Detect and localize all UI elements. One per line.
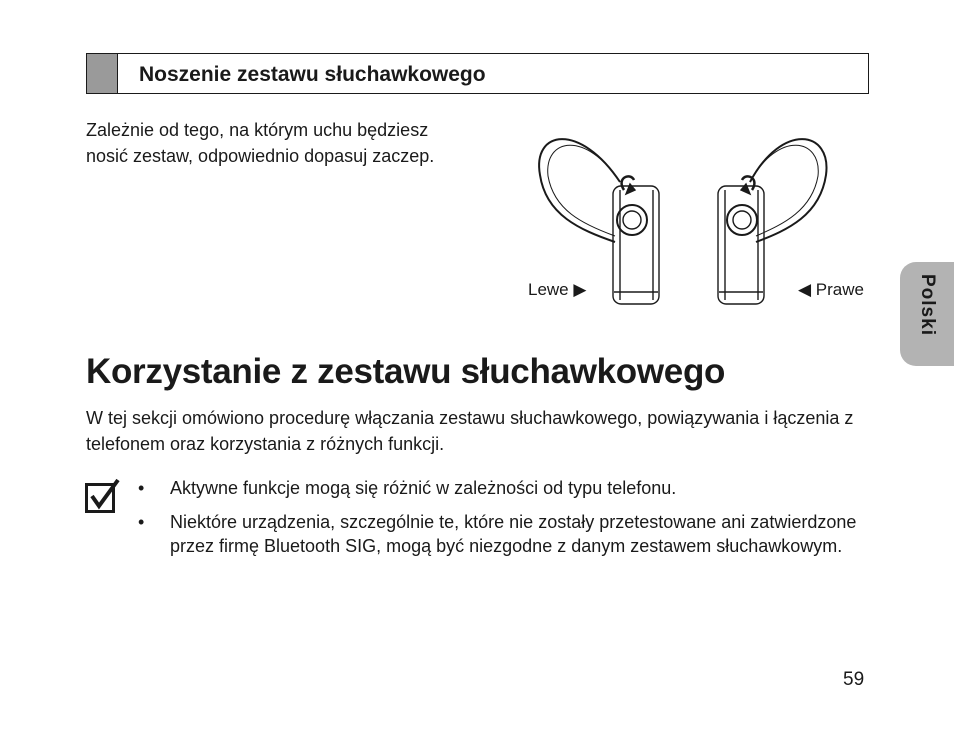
headset-illustration (520, 120, 890, 320)
bullet-icon: • (138, 478, 145, 498)
language-tab-label: Polski (917, 274, 938, 336)
left-ear-label: Lewe ▶ (528, 280, 587, 299)
right-ear-label: ◀ Prawe (798, 280, 864, 299)
note-list (138, 476, 868, 568)
section-swatch (87, 54, 118, 93)
list-item (138, 476, 868, 500)
language-tab (900, 262, 954, 366)
note-text: Aktywne funkcje mogą się różnić w zależności od typu telefonu. (170, 478, 677, 498)
note-text: Niektóre urządzenia, szczególnie te, które nie zostały przetestowane ani zatwierdzone przez firmę Bluetooth SIG, mogą być niezgodne z danym zestawem słuchawkowym. (170, 512, 857, 556)
section-header (86, 53, 869, 94)
page-number: 59 (843, 669, 865, 690)
bullet-icon: • (138, 512, 145, 532)
list-item (138, 510, 868, 558)
main-lead: W tej sekcji omówiono procedurę włączania zestawu słuchawkowego, powiązywania i łączenia z telefonem oraz korzystania z różnych funkcji. (86, 408, 854, 454)
checkbox-check-icon (85, 478, 121, 514)
intro-text: Zależnie od tego, na którym uchu będziesz nosić zestaw, odpowiednio dopasuj zaczep. (86, 120, 435, 166)
main-heading: Korzystanie z zestawu słuchawkowego (86, 352, 726, 391)
section-title: Noszenie zestawu słuchawkowego (139, 63, 486, 86)
